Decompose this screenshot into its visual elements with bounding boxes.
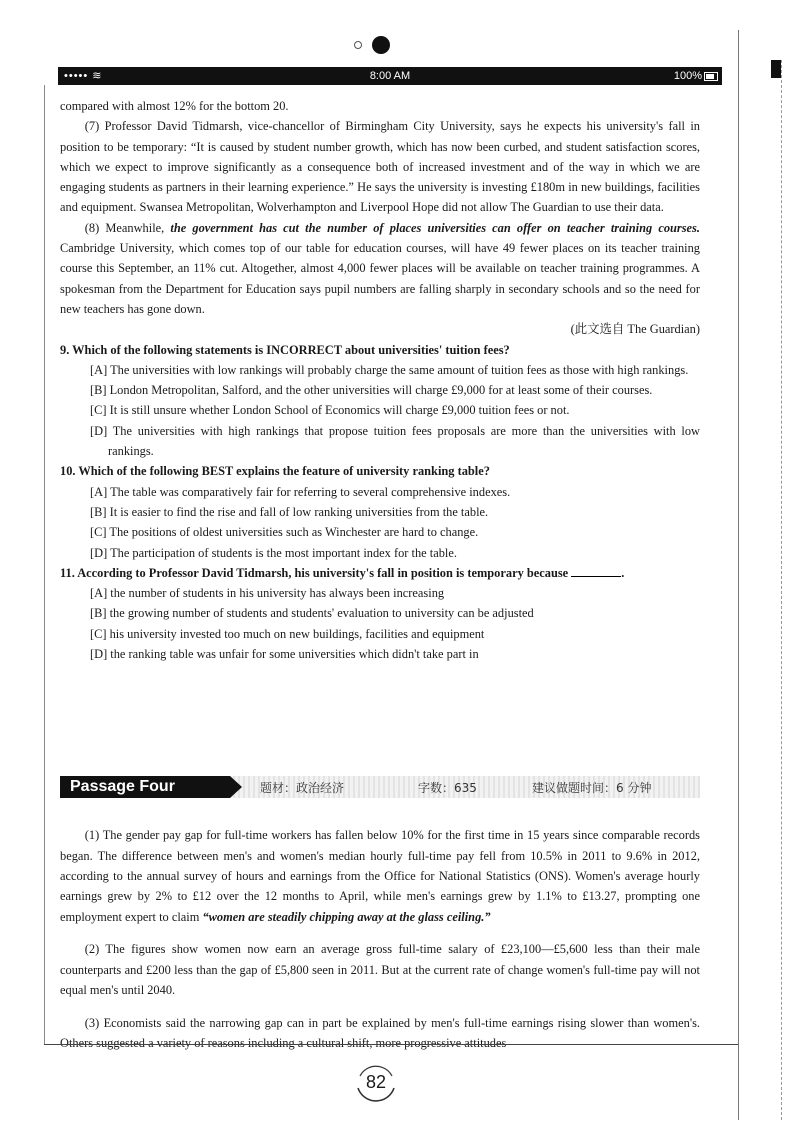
passage4-paragraph-3: (3) Economists said the narrowing gap can in part be explained by men's full-time earnings rising slower than women's. Others suggested a variety of reasons including a cultural shift, more progressive attitudes [60, 1015, 700, 1050]
page-number: 82 [365, 1072, 387, 1092]
camera-icon [372, 36, 390, 54]
source-citation: (此文选自 The Guardian) [570, 322, 700, 337]
q11-option-a[interactable]: [A] the number of students in his university has always been increasing [90, 586, 445, 601]
paragraph-8 [60, 218, 700, 319]
passage-banner [60, 776, 700, 798]
battery-icon [704, 72, 718, 81]
page-number-badge [354, 1060, 398, 1104]
question-9-stem: 9. Which of the following statements is INCORRECT about universities' tuition fees? [60, 342, 510, 357]
signal-indicator: ••••• ≋ [64, 70, 103, 82]
q10-option-d[interactable]: [D] The participation of students is the most important index for the table. [90, 545, 457, 560]
paragraph-8-lead: (8) Meanwhile, [84, 220, 165, 235]
passage4-paragraph-2: (2) The figures show women now earn an average gross full-time salary of £23,100—£5,600 less than their male counterparts and £200 less than the gap of £5,800 seen in 2011. But at the current rate of change women's full-time pay will not equal men's until 2040. [60, 942, 700, 997]
answer-blank [571, 576, 621, 577]
page-edge-rule [781, 60, 782, 1120]
question-11-text: 11. According to Professor David Tidmarsh, his university's fall in position is temporary because [60, 565, 569, 580]
q11-option-b[interactable]: [B] the growing number of students and students' evaluation to university can be adjusted [90, 606, 534, 621]
status-bar [58, 67, 722, 85]
paragraph-continued: compared with almost 12% for the bottom 20. [60, 99, 289, 113]
question-11-stem: 11. According to Professor David Tidmarsh, his university's fall in position is temporary because . [60, 565, 625, 580]
question-10-stem: 10. Which of the following BEST explains the feature of university ranking table? [60, 464, 490, 479]
passage-four-content [60, 813, 700, 1066]
banner-arrow-icon [230, 776, 242, 798]
q10-option-b[interactable]: [B] It is easier to find the rise and fall of low ranking universities from the table. [90, 504, 489, 519]
reading-content [60, 96, 700, 664]
passage-title: Passage Four [60, 776, 230, 798]
passage4-p1-body: (1) The gender pay gap for full-time workers has fallen below 10% for the first time in 15 years since comparable records began. The difference between men's and women's median hourly full-time pay fell from 10.5% in 2011 to 9.6% in 2012, according to the annual survey of hours and earnings from the Office for National Statistics (ONS). Women's average hourly earnings grew by 2% to £12 over the 12 months to April, while men's earnings grew by 1.1% to £13.27, prompting one employment expert to claim [60, 828, 700, 924]
sensor-dot [354, 41, 362, 49]
passage4-paragraph-1 [60, 825, 700, 926]
q9-option-c[interactable]: [C] It is still unsure whether London School of Economics will charge £9,000 tuition fees or not. [90, 403, 570, 418]
q10-option-a[interactable]: [A] The table was comparatively fair for referring to several comprehensive indexes. [90, 484, 511, 499]
paragraph-8-body: Cambridge University, which comes top of our table for education courses, will have 49 fewer places on its teacher training course this September, an 11% cut. Altogether, almost 4,000 fewer places will be available on teacher training programmes. A spokesman from the Department for Education says pupil numbers are falling sharply in secondary schools and so the need for new teachers has gone down. [60, 241, 700, 316]
frame-left-rule [44, 85, 45, 1044]
frame-right-rule [738, 30, 739, 1120]
page-marker-block [771, 60, 781, 78]
battery-label: 100% [673, 70, 702, 82]
passage-suggested-time: 建议做题时间：6 分钟 [532, 781, 652, 795]
frame-bottom-rule [44, 1044, 738, 1045]
passage4-p1-quote: “women are steadily chipping away at the glass ceiling.” [202, 909, 491, 924]
q9-option-a[interactable]: [A] The universities with low rankings will probably charge the same amount of tuition fees as those with high rankings. [90, 362, 689, 377]
status-time: 8:00 AM [369, 70, 411, 82]
q11-option-d[interactable]: [D] the ranking table was unfair for some universities which didn't take part in [90, 647, 479, 662]
q10-option-c[interactable]: [C] The positions of oldest universities such as Winchester are hard to change. [90, 525, 479, 540]
q11-option-c[interactable]: [C] his university invested too much on new buildings, facilities and equipment [90, 626, 485, 641]
passage-topic: 题材：政治经济 [260, 781, 345, 795]
passage-word-count: 字数：635 [418, 781, 477, 795]
q9-option-b[interactable]: [B] London Metropolitan, Salford, and the other universities will charge £9,000 for at least some of their courses. [90, 383, 653, 398]
paragraph-8-emphasis: the government has cut the number of places universities can offer on teacher training courses. [170, 220, 700, 235]
paragraph-7: (7) Professor David Tidmarsh, vice-chancellor of Birmingham City University, says he expects his university's fall in position to be temporary: “It is caused by student number growth, which has now been curbed, and student satisfaction scores, which we expect to improve significantly as a consequence both of increased investment and of the way in which we are engaging students as partners in their learning experience.” He says the university is investing £180m in new buildings, facilities and equipment. Swansea Metropolitan, Wolverhampton and Liverpool Hope did not allow The Guardian to use their data. [60, 119, 700, 215]
q9-option-d[interactable]: [D] The universities with high rankings that propose tuition fees proposals are more than the universities with low rankings. [90, 423, 700, 459]
